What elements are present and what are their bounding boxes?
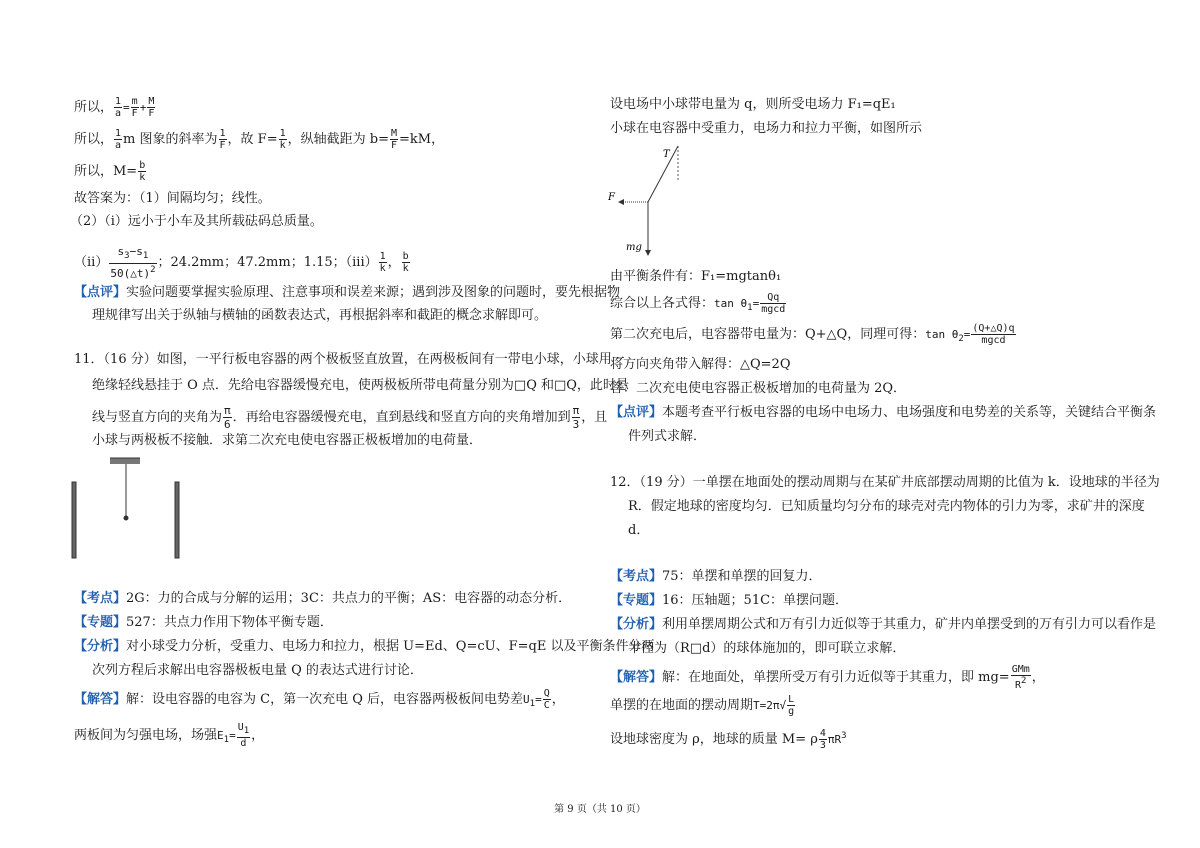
r-line8: 单摆的在地面的摆动周期T=2π√ $\frac{L}{g}$	[610, 694, 795, 717]
kaodian: 【考点】2G：力的合成与分解的运用；3C：共点力的平衡；AS：电容器的动态分析．	[74, 591, 572, 606]
answer-label: 故答案为：（1）间隔均匀；线性。	[74, 191, 271, 206]
fenxi-line2: 次列方程后求解出电容器极板电量 Q 的表达式进行讨论．	[92, 663, 423, 678]
comment: 【点评】实验问题要掌握实验原理、注意事项和误差来源；遇到涉及图象的问题时，要先根据物	[74, 285, 621, 300]
r-fenxi: 【分析】利用单摆周期公式和万有引力近似等于其重力，矿井内单摆受到的万有引力可以看作是	[610, 617, 1157, 632]
q11-line4: 小球与两极板不接触．求第二次充电使电容器正极板增加的电荷量．	[92, 433, 483, 448]
label-F: F	[608, 192, 615, 203]
q12-line2: R．假定地球的密度均匀．已知质量均匀分布的球壳对壳内物体的引力为零，求矿井的深度	[628, 499, 1145, 514]
q12-line3: d．	[628, 523, 650, 538]
r-zhuanti: 【专题】16：压轴题；51C：单摆问题．	[610, 593, 849, 608]
r-line1: 设电场中小球带电量为 q，则所受电场力 F₁=qE₁	[610, 97, 896, 112]
q12-line1: 12．（19 分）一单摆在地面处的摆动周期与在某矿井底部摆动周期的比值为 k．设地球的半径为	[610, 475, 1160, 490]
r-line6: 将方向夹角带入解得：△Q=2Q	[610, 357, 791, 372]
q11-line3: 线与竖直方向的夹角为 $\frac{\pi}{6}$ ．再给电容器缓慢充电，直到悬线和竖直方向的夹角增加到 $\frac{\pi}{3}$ ，且	[92, 404, 608, 431]
r-kaodian: 【考点】75：单摆和单摆的回复力．	[610, 569, 822, 584]
force-diagram	[608, 140, 708, 265]
r-line4: 综合以上各式得：$\tan \theta_1=$ $\frac{Qq}{mgcd}$	[610, 292, 786, 315]
q11-line1: 11．（16 分）如图，一平行板电容器的两个极板竖直放置，在两极板间有一带电小球，小球用一	[74, 352, 625, 367]
ceiling-hatch	[110, 458, 140, 464]
r-line9: 设地球密度为 ρ，地球的质量 M= ρ $\frac{4}{3}$ $\pi R^3$	[610, 728, 847, 751]
q11-line2: 绝缘轻线悬挂于 O 点．先给电容器缓慢充电，使两极板所带电荷量分别为□Q 和□Q，此时悬	[92, 378, 629, 393]
label-mg: mg	[626, 242, 642, 253]
dianping: 【点评】本题考查平行板电容器的电场中电场力、电场强度和电势差的关系等，关键结合平衡条	[610, 405, 1157, 420]
fenxi: 【分析】对小球受力分析，受重力、电场力和拉力，根据 U=Ed、Q=cU、F=qE 以及平衡条件分两	[74, 639, 655, 654]
comment-line2: 理规律写出关于纵轴与横轴的函数表达式，再根据斜率和截距的概念求解即可。	[92, 308, 548, 323]
page-footer: 第 9 页（共 10 页）	[554, 804, 646, 815]
dianping-line2: 件列式求解．	[628, 429, 707, 444]
r-jieda: 【解答】解：在地面处，单摆所受万有引力近似等于其重力，即 mg= $\frac{\text{GMm}}{R2}$ ，	[610, 664, 1045, 691]
answer-2i: （2）（i）远小于小车及其所载砝码总质量。	[70, 214, 323, 229]
line-so1: 所以， $\frac{1}{a}$ = $\frac{m}{F}$ + $\frac{M}{F}$	[74, 96, 155, 119]
jieda-line2: 两板间为匀强电场，场强$E_1=$ $\frac{U1}{d}$ ，	[74, 722, 265, 749]
jieda: 【解答】解：设电容器的电容为 C，第一次充电 Q 后，电容器两极板间电势差$U_1=$ $\frac{Q}{C}$ ，	[74, 688, 565, 711]
answer-2ii: （ii） $\frac{s_3-s_1}{50(\triangle t)^2}$ ；24.2mm；47.2mm；1.15；（iii） $\frac{1}{k}$ ， $\frac{b}{k}$	[74, 245, 409, 280]
ball	[124, 516, 129, 521]
r-fenxi-line2: 半径为（R□d）的球体施加的，即可联立求解．	[628, 641, 906, 656]
r-line3: 由平衡条件有：F₁=mgtanθ₁	[610, 269, 782, 284]
left-plate	[72, 482, 76, 558]
right-plate	[175, 482, 179, 558]
zhuanti: 【专题】527：共点力作用下物体平衡专题．	[74, 615, 333, 630]
r-line7: 答：二次充电使电容器正极板增加的电荷量为 2Q．	[610, 381, 907, 396]
capacitor-figure	[60, 456, 200, 564]
line-so2: 所以， $\frac{1}{a}$ m 图象的斜率为 $\frac{1}{F}$ ，故 F= $\frac{1}{k}$ ，纵轴截距为 b= $\frac{M}{F}$ =kM，	[74, 128, 445, 151]
r-line5: 第二次充电后，电容器带电量为：Q+△Q，同理可得：$\tan \theta_2=$ $\frac{(Q+\triangle Q)q}{mgcd}$	[610, 323, 1015, 346]
label-T: T	[663, 149, 670, 160]
r-line2: 小球在电容器中受重力，电场力和拉力平衡，如图所示	[610, 121, 923, 136]
line-so3: 所以，M= $\frac{b}{k}$	[74, 160, 146, 183]
